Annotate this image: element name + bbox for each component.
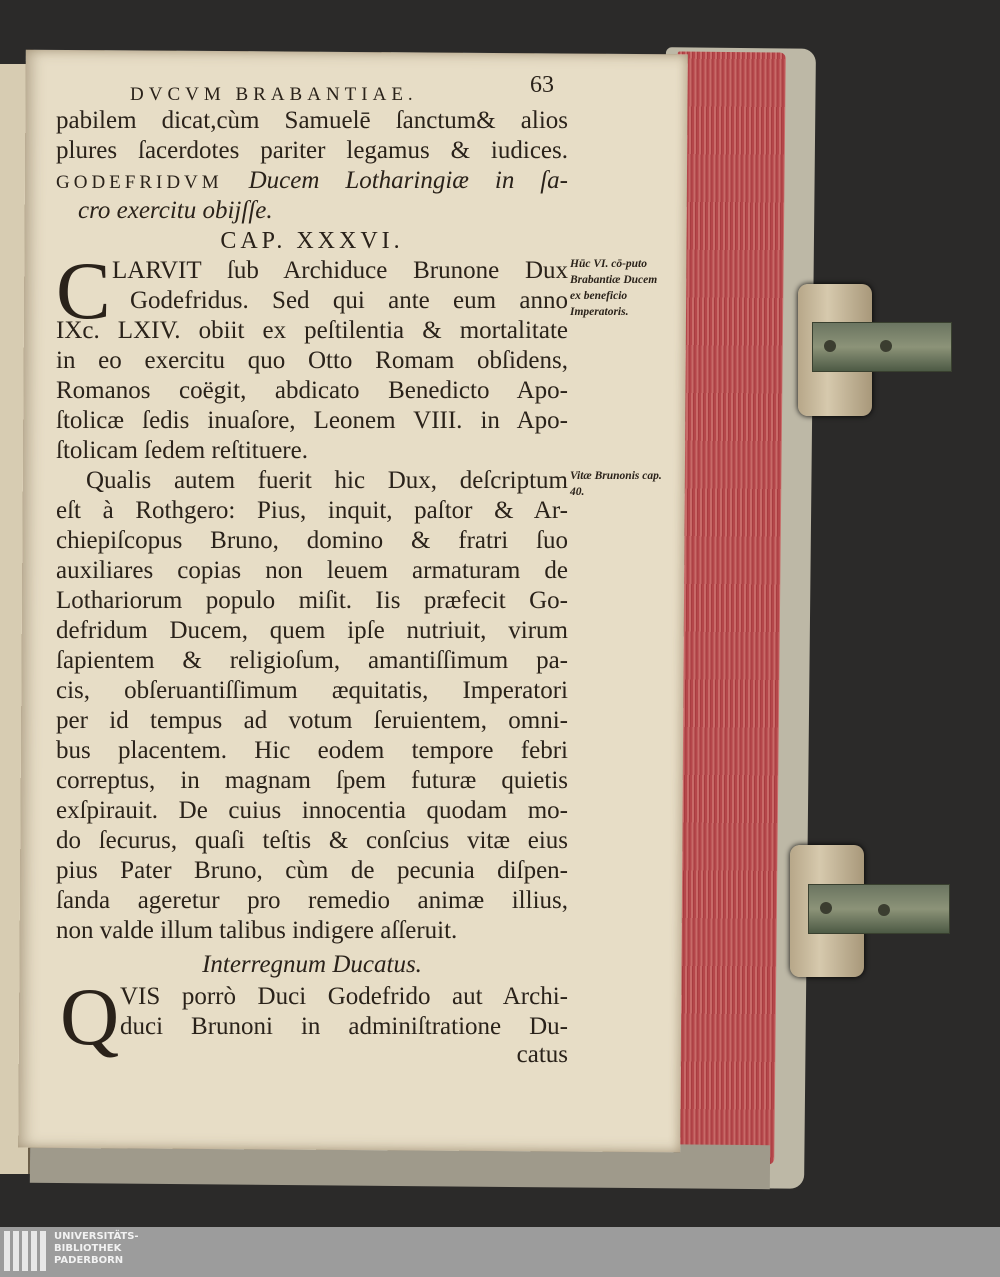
- marginal-note: Hūc VI. cō-puto Brabantiæ Ducem ex beneficio Imperatoris.: [570, 258, 658, 318]
- section-subheading: Interregnum Ducatus.: [202, 951, 422, 978]
- text-line: cis, obſeruantiſſimum æquitatis, Imperatori: [56, 677, 568, 704]
- text-line: Qualis autem fuerit hic Dux, deſcriptum: [86, 467, 568, 494]
- text-line: in eo exercitu quo Otto Romam obſidens,: [56, 347, 568, 374]
- text-line: pius Pater Bruno, cùm de pecunia diſpen-: [56, 857, 568, 884]
- text-line: duci Brunoni in adminiſtratione Du-: [120, 1013, 568, 1040]
- text-line: ſapientem & religioſum, amantiſſimum pa-: [56, 647, 568, 674]
- text-line: eſt à Rothgero: Pius, inquit, paſtor & Ar-: [56, 497, 568, 524]
- text-line: ſtolicæ ſedis inuaſore, Leonem VIII. in Apo-: [56, 407, 568, 434]
- logo-line: UNIVERSITÄTS-: [54, 1231, 139, 1242]
- text-line: do ſecurus, quaſi teſtis & conſcius vitæ eius: [56, 827, 568, 854]
- text-line: IXc. LXIV. obiit ex peſtilentia & mortalitate: [56, 317, 568, 344]
- rivet-icon: [824, 340, 836, 352]
- text-line: bus placentem. Hic eodem tempore febri: [56, 737, 568, 764]
- text-line: defridum Ducem, quem ipſe nutriuit, virum: [56, 617, 568, 644]
- text-line: ſtolicam ſedem reſtituere.: [56, 437, 308, 464]
- text-line: Lothariorum populo miſit. Iis præfecit Go-: [56, 587, 568, 614]
- page-number: 63: [530, 72, 554, 98]
- rivet-icon: [878, 904, 890, 916]
- text-line: plures ſacerdotes pariter legamus & iudices.: [56, 137, 568, 164]
- rivet-icon: [880, 340, 892, 352]
- drop-cap: C: [56, 245, 111, 336]
- text-line: pabilem dicat,cùm Samuelē ſanctum& alios: [56, 107, 568, 134]
- chapter-heading: CAP. XXXVI.: [220, 228, 404, 254]
- text-line: exſpirauit. De cuius innocentia quodam mo-: [56, 797, 568, 824]
- library-footer: [0, 1227, 1000, 1277]
- section-heading: [56, 166, 568, 196]
- text-line: auxiliares copias non leuem armaturam de: [56, 557, 568, 584]
- catchword: catus: [516, 1041, 568, 1068]
- text-line: cro exercitu obijſſe.: [78, 197, 273, 224]
- text-line: VIS porrò Duci Godefrido aut Archi-: [120, 983, 568, 1010]
- rivet-icon: [820, 902, 832, 914]
- heading-name: GODEFRIDVM: [56, 172, 223, 193]
- running-title: DVCVM BRABANTIAE.: [130, 84, 418, 105]
- logo-line: BIBLIOTHEK: [54, 1243, 122, 1254]
- library-logo-text: [54, 1231, 139, 1267]
- marginal-note: Vitæ Brunonis cap. 40.: [570, 470, 662, 498]
- drop-cap: Q: [60, 971, 120, 1062]
- text-line: chiepiſcopus Bruno, domino & fratri ſuo: [56, 527, 568, 554]
- text-line: LARVIT ſub Archiduce Brunone Dux: [112, 257, 568, 284]
- text-line: non valde illum talibus indigere aſſeruit.: [56, 917, 458, 944]
- text-line: ſanda ageretur pro remedio animæ illius,: [56, 887, 568, 914]
- library-logo-icon: [4, 1231, 49, 1276]
- text-line: correptus, in magnam ſpem futuræ quietis: [56, 767, 568, 794]
- text-line: Romanos coëgit, abdicato Benedicto Apo-: [56, 377, 568, 404]
- heading-rest: Ducem Lotharingiæ in ſa-: [248, 167, 569, 194]
- text-line: Godefridus. Sed qui ante eum anno: [130, 287, 568, 314]
- text-line: per id tempus ad votum ſeruientem, omni-: [56, 707, 568, 734]
- logo-line: PADERBORN: [54, 1255, 124, 1266]
